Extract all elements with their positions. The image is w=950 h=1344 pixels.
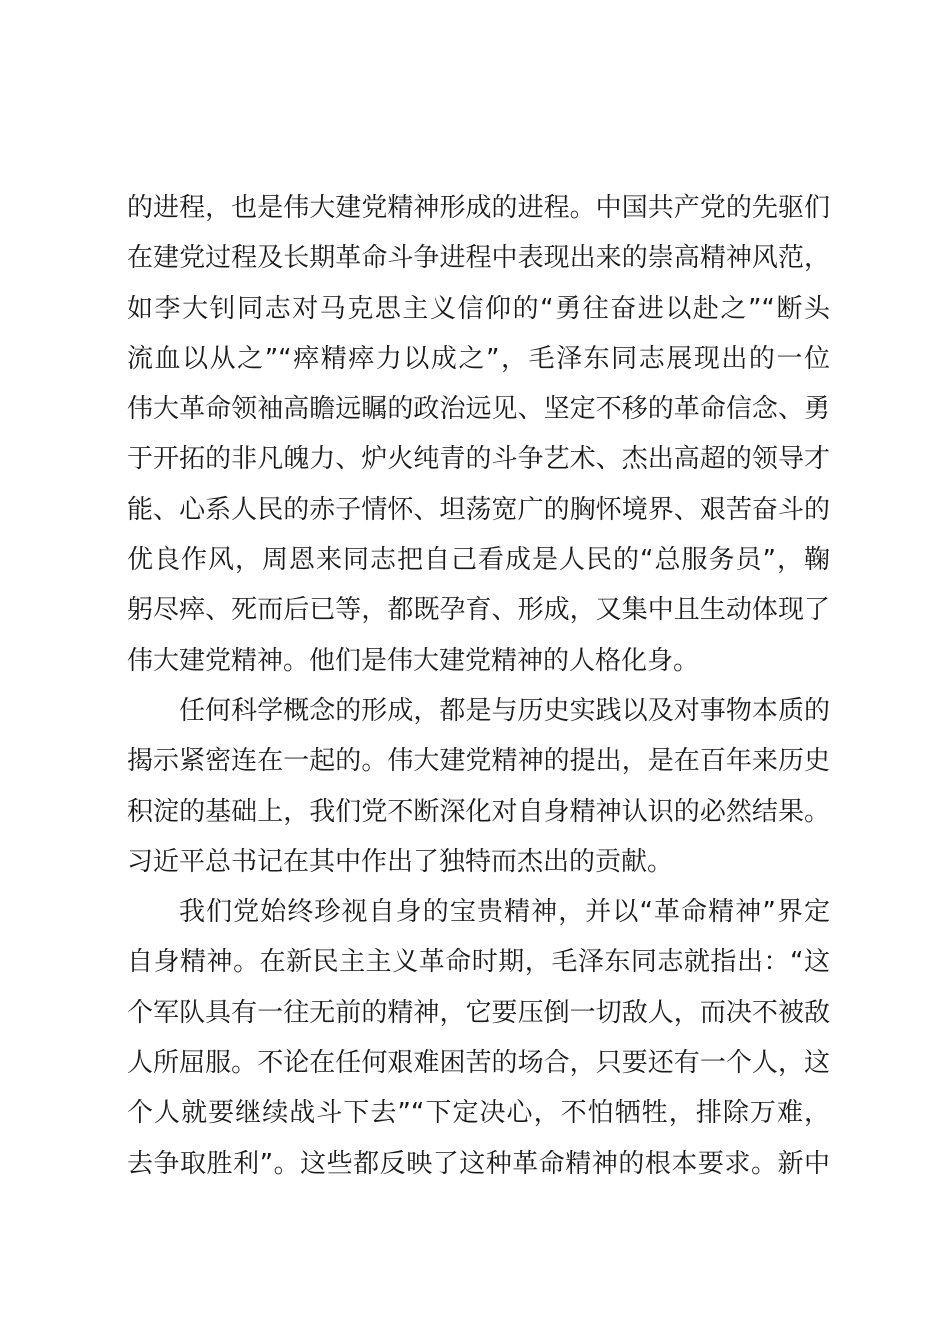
text-line: 自身精神。在新民主主义革命时期，毛泽东同志就指出：“这 bbox=[127, 947, 830, 978]
text-line: 能、心系人民的赤子情怀、坦荡宽广的胸怀境界、艰苦奋斗的 bbox=[127, 494, 830, 525]
text-line: 流血以从之”“瘁精瘁力以成之”，毛泽东同志展现出的一位 bbox=[127, 343, 830, 374]
text-line: 躬尽瘁、死而后已等，都既孕育、形成，又集中且生动体现了 bbox=[127, 595, 830, 626]
text-line: 的进程，也是伟大建党精神形成的进程。中国共产党的先驱们 bbox=[127, 193, 830, 223]
text-line: 习近平总书记在其中作出了独特而杰出的贡献。 bbox=[127, 846, 674, 877]
text-line: 伟大革命领袖高瞻远瞩的政治远见、坚定不移的革命信念、勇 bbox=[127, 394, 830, 425]
text-line: 个军队具有一往无前的精神，它要压倒一切敌人，而决不被敌 bbox=[127, 997, 830, 1028]
document-body bbox=[127, 183, 830, 1189]
text-line: 我们党始终珍视自身的宝贵精神，并以“革命精神”界定 bbox=[179, 897, 830, 928]
text-line: 如李大钊同志对马克思主义信仰的“勇往奋进以赴之”“断头 bbox=[127, 293, 830, 324]
text-line: 伟大建党精神。他们是伟大建党精神的人格化身。 bbox=[127, 645, 700, 676]
text-line: 个人就要继续战斗下去”“下定决心，不怕牺牲，排除万难， bbox=[127, 1098, 830, 1129]
text-line: 优良作风，周恩来同志把自己看成是人民的“总服务员”，鞠 bbox=[127, 545, 830, 576]
text-line: 揭示紧密连在一起的。伟大建党精神的提出，是在百年来历史 bbox=[127, 746, 830, 777]
paragraph-2 bbox=[127, 686, 830, 887]
paragraph-3 bbox=[127, 887, 830, 1189]
text-line: 在建党过程及长期革命斗争进程中表现出来的崇高精神风范， bbox=[127, 243, 830, 274]
text-line: 人所屈服。不论在任何艰难困苦的场合，只要还有一个人，这 bbox=[127, 1048, 830, 1079]
text-line: 任何科学概念的形成，都是与历史实践以及对事物本质的 bbox=[179, 695, 830, 726]
text-line: 去争取胜利”。这些都反映了这种革命精神的根本要求。新中 bbox=[127, 1148, 830, 1179]
text-line: 积淀的基础上，我们党不断深化对自身精神认识的必然结果。 bbox=[127, 796, 830, 827]
text-line: 于开拓的非凡魄力、炉火纯青的斗争艺术、杰出高超的领导才 bbox=[127, 444, 830, 475]
paragraph-1 bbox=[127, 183, 830, 686]
